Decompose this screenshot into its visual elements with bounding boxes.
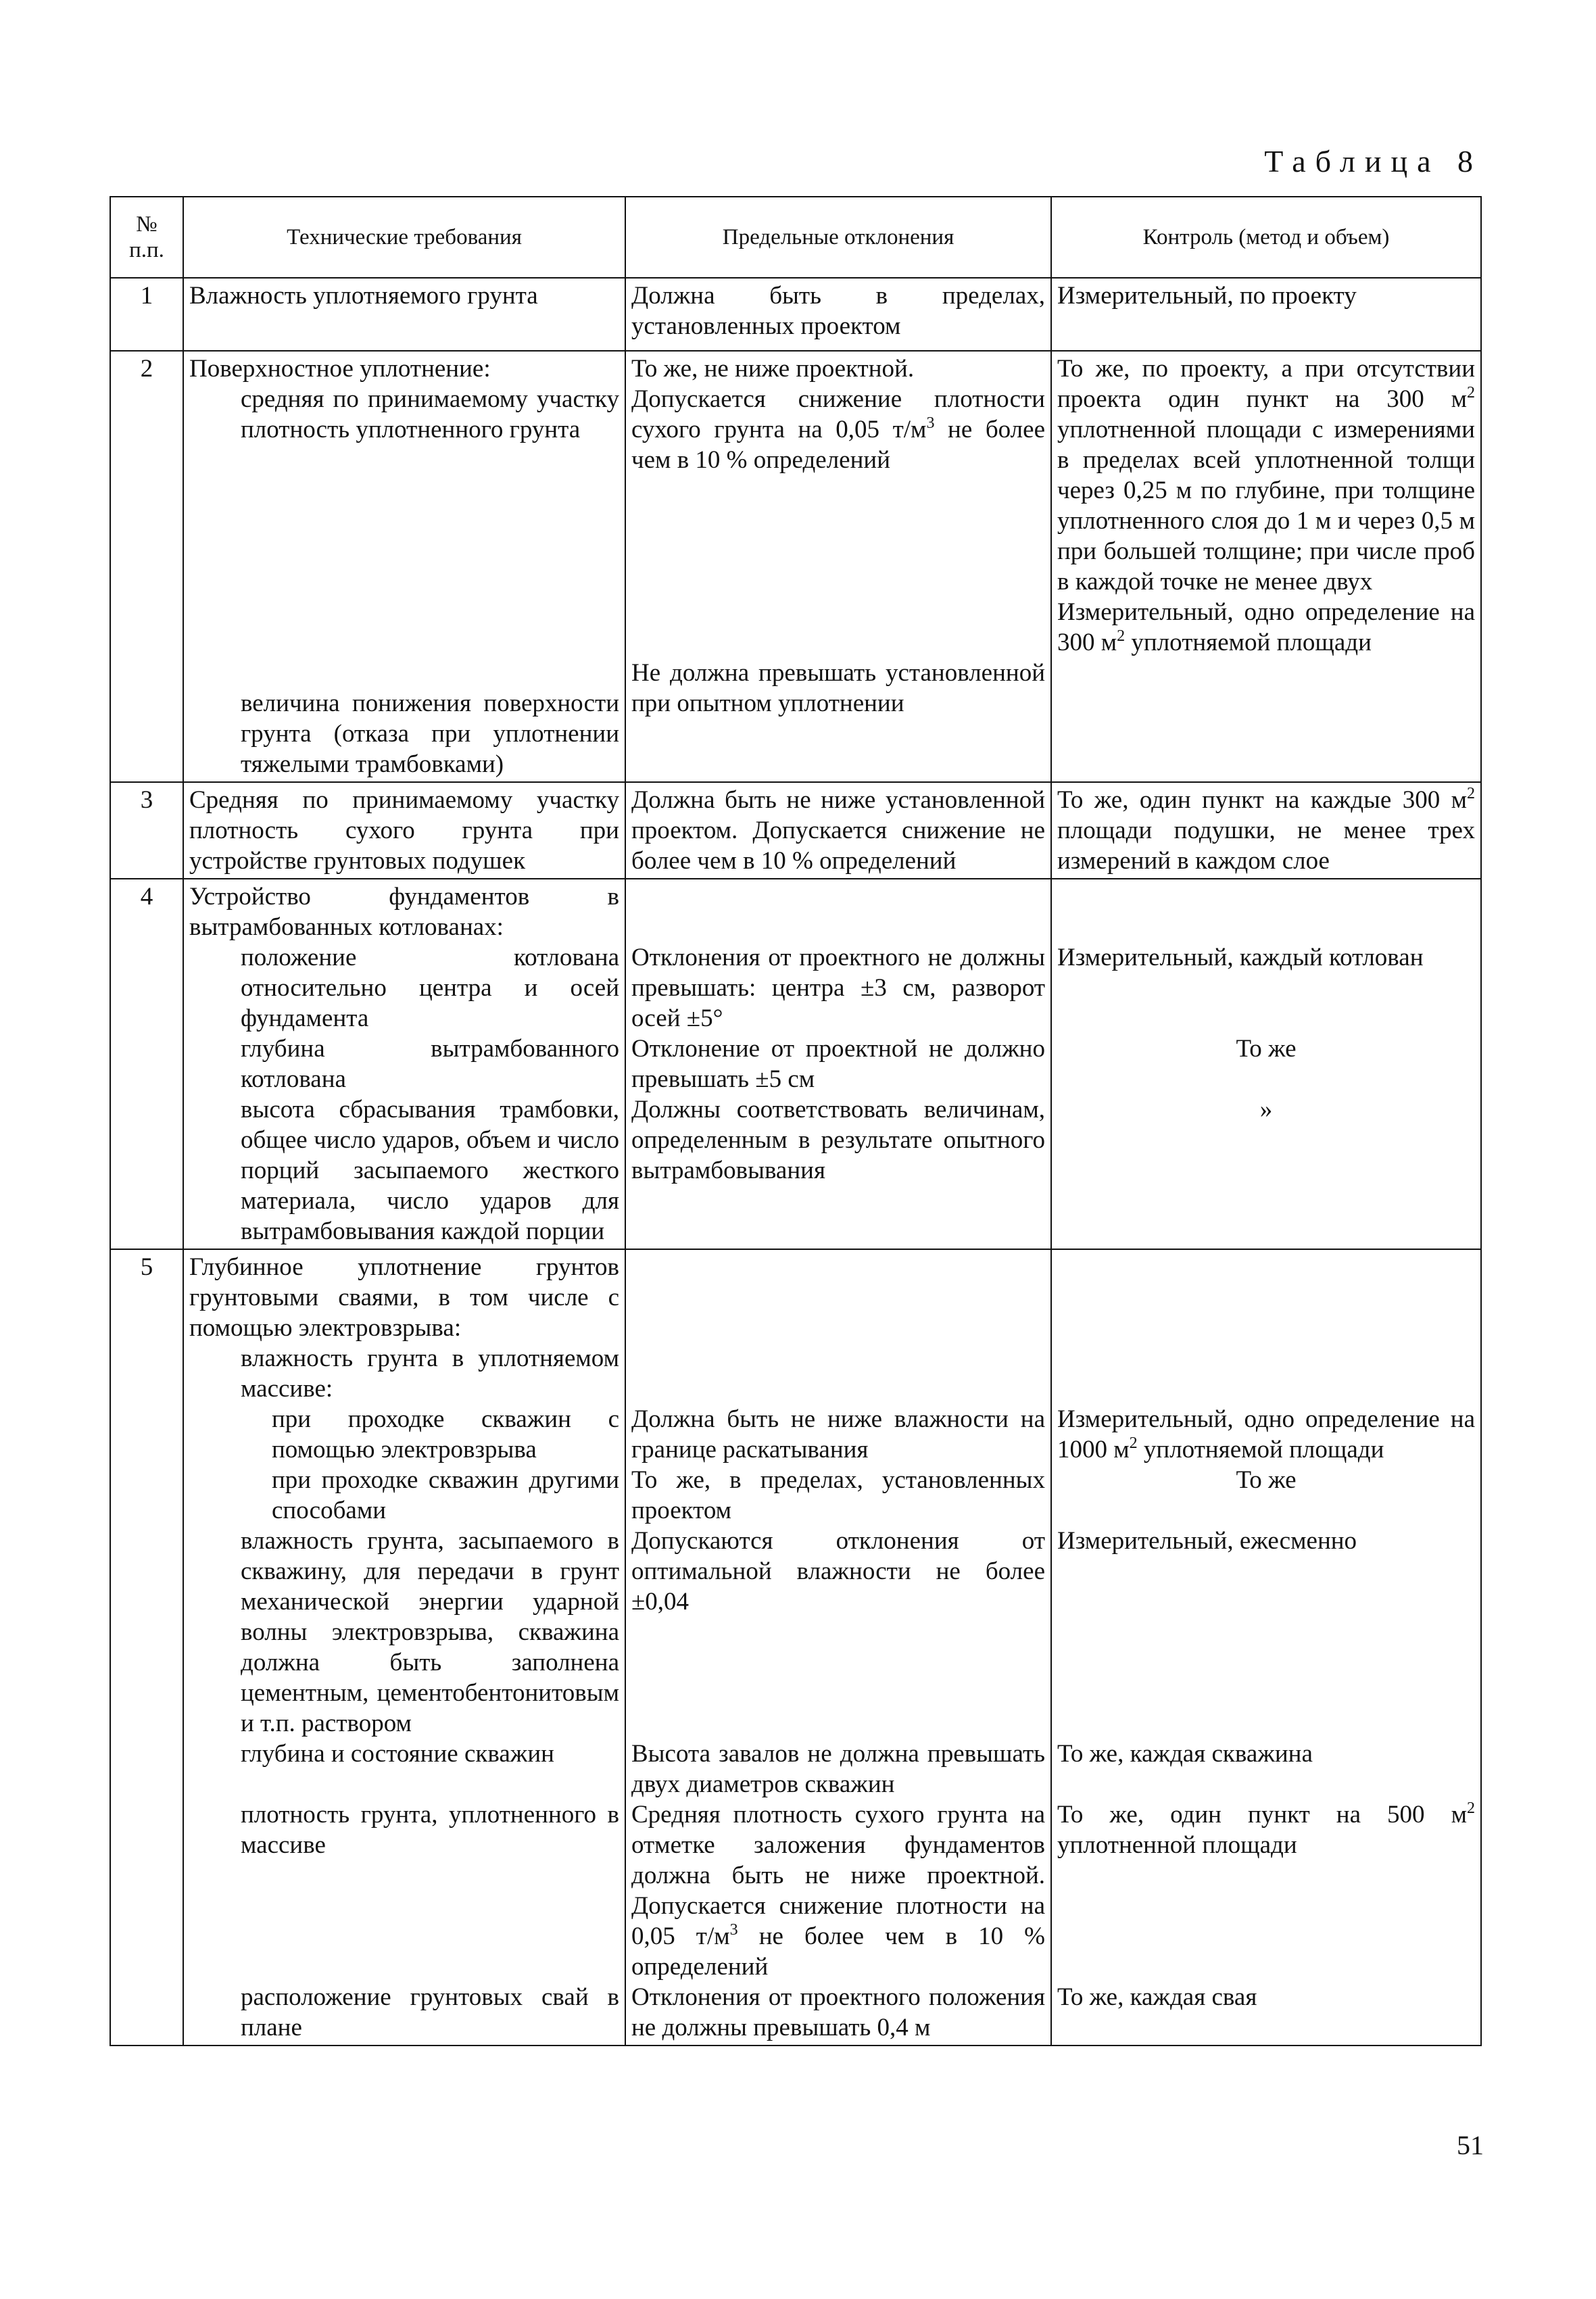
- control-cell: То же, по проекту, а при отсутствии проекта один пункт на 300 $м^2$ уплотненной площади с измерениями в пределах всей уплотненной толщи через 0,25 м по глубине, при толщине уплотненного слоя до 1 м и через 0,5 м при большей толщине; при числе проб в каждой точке не менее двух Измерительный, одно определение на 300 $м^2$ уплотняемой площади: [1051, 351, 1481, 782]
- table-row: [110, 1249, 1481, 2046]
- control-cell: Измерительный, одно определение на 1000 $м^2$ уплотняемой площади То же Измерительный, ежесменно То же, каждая скважина То же, один пункт на 500 $м^2$ уплотненной площади То же, каждая свая: [1051, 1249, 1481, 2046]
- requirement-cell: Поверхностное уплотнение: средняя по принимаемому участку плотность уплотненного грунта величина понижения поверхности грунта (отказа при уплотнении тяжелыми трамбовками): [183, 351, 625, 782]
- deviation-cell: То же, не ниже проектной. Допускается снижение плотности сухого грунта на 0,05 $т/м^3$ не более чем в 10 % определений Не должна превышать установленной при опытном уплотнении: [625, 351, 1051, 782]
- requirement-cell: Устройство фундаментов в вытрамбованных котлованах: положение котлована относительно центра и осей фундамента глубина вытрамбованного котлована высота сбрасывания трамбовки, общее число ударов, объем и число порций засыпаемого жесткого материала, число ударов для вытрамбовывания каждой порции: [183, 879, 625, 1249]
- page-title: Таблица 8: [1264, 144, 1482, 178]
- table-row: [110, 351, 1481, 782]
- requirement-cell: Влажность уплотняемого грунта: [183, 278, 625, 351]
- table-header-row: [110, 197, 1481, 278]
- table-row: [110, 782, 1481, 879]
- deviation-cell: Отклонения от проектного не должны превышать: центра ±3 см, разворот осей ±5° Отклонение от проектной не должно превышать ±5 см Должны соответствовать величинам, определенным в результате опытного вытрамбовывания: [625, 879, 1051, 1249]
- header-requirements: Технические требования: [183, 197, 625, 278]
- requirements-table: [110, 196, 1482, 2046]
- row-number: 2: [110, 351, 183, 782]
- requirement-cell: Средняя по принимаемому участку плотность сухого грунта при устройстве грунтовых подушек: [183, 782, 625, 879]
- deviation-cell: Должна быть в пределах, установленных проектом: [625, 278, 1051, 351]
- header-deviations: Предельные отклонения: [625, 197, 1051, 278]
- page-number: 51: [1457, 2130, 1484, 2160]
- row-number: 4: [110, 879, 183, 1249]
- row-number: 1: [110, 278, 183, 351]
- row-number: 5: [110, 1249, 183, 2046]
- requirement-cell: Глубинное уплотнение грунтов грунтовыми сваями, в том числе с помощью электровзрыва: влажность грунта в уплотняемом массиве: при проходке скважин с помощью электровзрыва при проходке скважин другими способами влажность грунта, засыпаемого в скважину, для передачи в грунт механической энергии ударной волны электровзрыва, скважина должна быть заполнена цементным, цементобентонитовым и т.п. раствором глубина и состояние скважин плотность грунта, уплотненного в массиве расположение грунтовых свай в плане: [183, 1249, 625, 2046]
- row-number: 3: [110, 782, 183, 879]
- control-cell: Измерительный, по проекту: [1051, 278, 1481, 351]
- deviation-cell: Должна быть не ниже установленной проектом. Допускается снижение не более чем в 10 % определений: [625, 782, 1051, 879]
- table-row: [110, 278, 1481, 351]
- control-cell: То же, один пункт на каждые 300 $м^2$ площади подушки, не менее трех измерений в каждом слое: [1051, 782, 1481, 879]
- deviation-cell: Должна быть не ниже влажности на границе раскатывания То же, в пределах, установленных проектом Допускаются отклонения от оптимальной влажности не более ±0,04 Высота завалов не должна превышать двух диаметров скважин Средняя плотность сухого грунта на отметке заложения фундаментов должна быть не ниже проектной. Допускается снижение плотности на 0,05 $т/м^3$ не более чем в 10 % определений Отклонения от проектного положения не должны превышать 0,4 м: [625, 1249, 1051, 2046]
- header-num: № п.п.: [110, 197, 183, 278]
- control-cell: Измерительный, каждый котлован То же »: [1051, 879, 1481, 1249]
- header-control: Контроль (метод и объем): [1051, 197, 1481, 278]
- table-row: [110, 879, 1481, 1249]
